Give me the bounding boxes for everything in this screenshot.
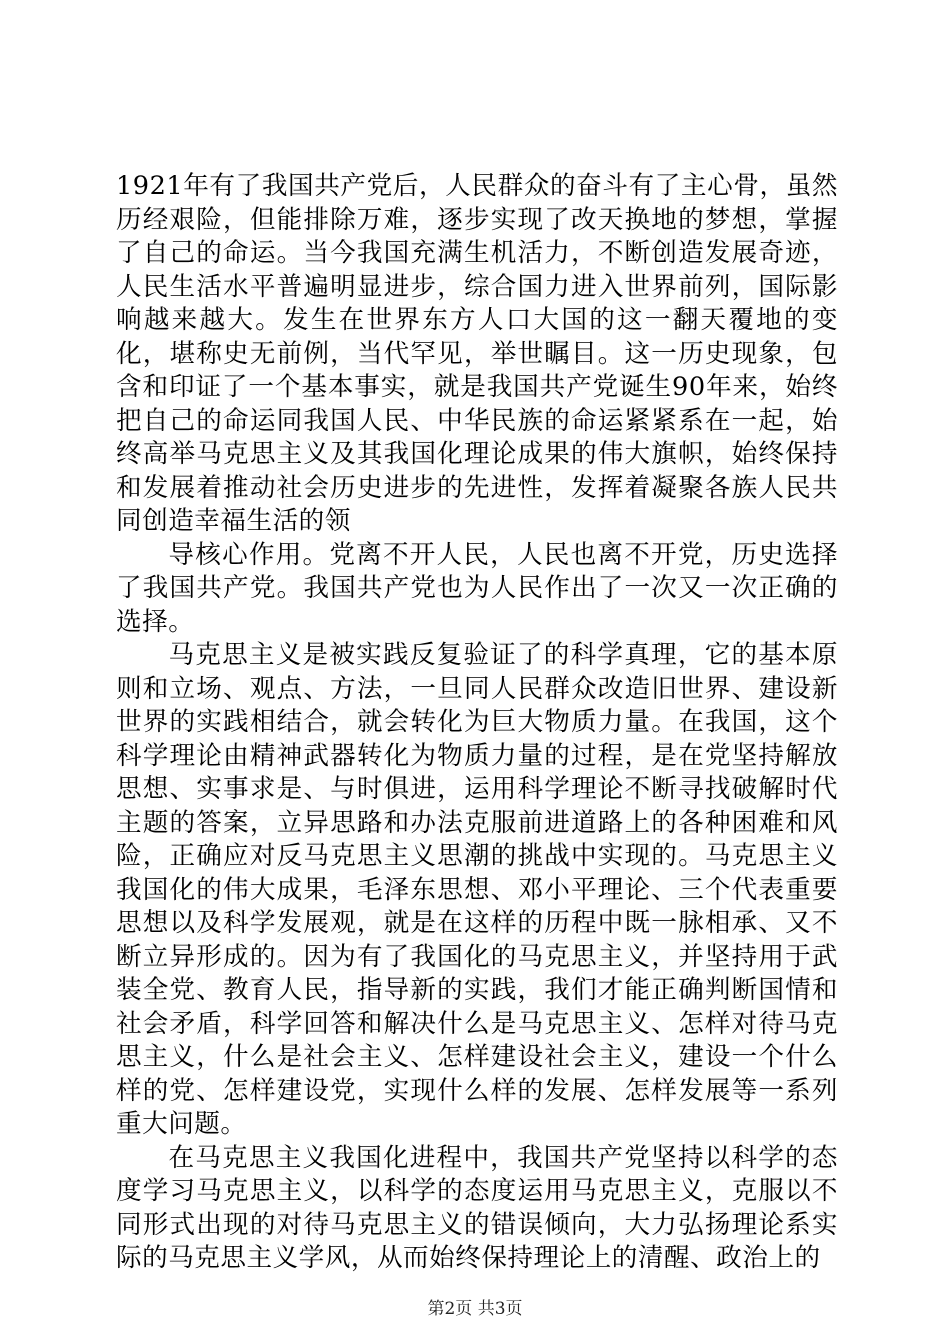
paragraph-2: 导核心作用。党离不开人民，人民也离不开党，历史选择了我国共产党。我国共产党也为人民作出了一次又一次正确的选择。 <box>116 539 838 637</box>
paragraph-4: 在马克思主义我国化进程中，我国共产党坚持以科学的态度学习马克思主义，以科学的态度运用马克思主义，克服以不同形式出现的对待马克思主义的错误倾向，大力弘扬理论系实际的马克思主义学风，从而始终保持理论上的清醒、政治上的 <box>116 1142 838 1273</box>
document-body <box>116 170 838 1276</box>
page-number-footer: 第2页 共3页 <box>427 1299 523 1319</box>
paragraph-1: 1921年有了我国共产党后，人民群众的奋斗有了主心骨，虽然历经艰险，但能排除万难，逐步实现了改天换地的梦想，掌握了自己的命运。当今我国充满生机活力，不断创造发展奇迹，人民生活水平普遍明显进步，综合国力进入世界前列，国际影响越来越大。发生在世界东方人口大国的这一翻天覆地的变化，堪称史无前例，当代罕见，举世瞩目。这一历史现象，包含和印证了一个基本事实，就是我国共产党诞生90年来，始终把自己的命运同我国人民、中华民族的命运紧紧系在一起，始终高举马克思主义及其我国化理论成果的伟大旗帜，始终保持和发展着推动社会历史进步的先进性，发挥着凝聚各族人民共同创造幸福生活的领 <box>116 171 838 536</box>
paragraph-3: 马克思主义是被实践反复验证了的科学真理，它的基本原则和立场、观点、方法，一旦同人民群众改造旧世界、建设新世界的实践相结合，就会转化为巨大物质力量。在我国，这个科学理论由精神武器转化为物质力量的过程，是在党坚持解放思想、实事求是、与时俱进，运用科学理论不断寻找破解时代主题的答案，立异思路和办法克服前进道路上的各种困难和风险，正确应对反马克思主义思潮的挑战中实现的。马克思主义我国化的伟大成果，毛泽东思想、邓小平理论、三个代表重要思想以及科学发展观，就是在这样的历程中既一脉相承、又不断立异形成的。因为有了我国化的马克思主义，并坚持用于武装全党、教育人民，指导新的实践，我们才能正确判断国情和社会矛盾，科学回答和解决什么是马克思主义、怎样对待马克思主义，什么是社会主义、怎样建设社会主义，建设一个什么样的党、怎样建设党，实现什么样的发展、怎样发展等一系列重大问题。 <box>116 640 838 1139</box>
